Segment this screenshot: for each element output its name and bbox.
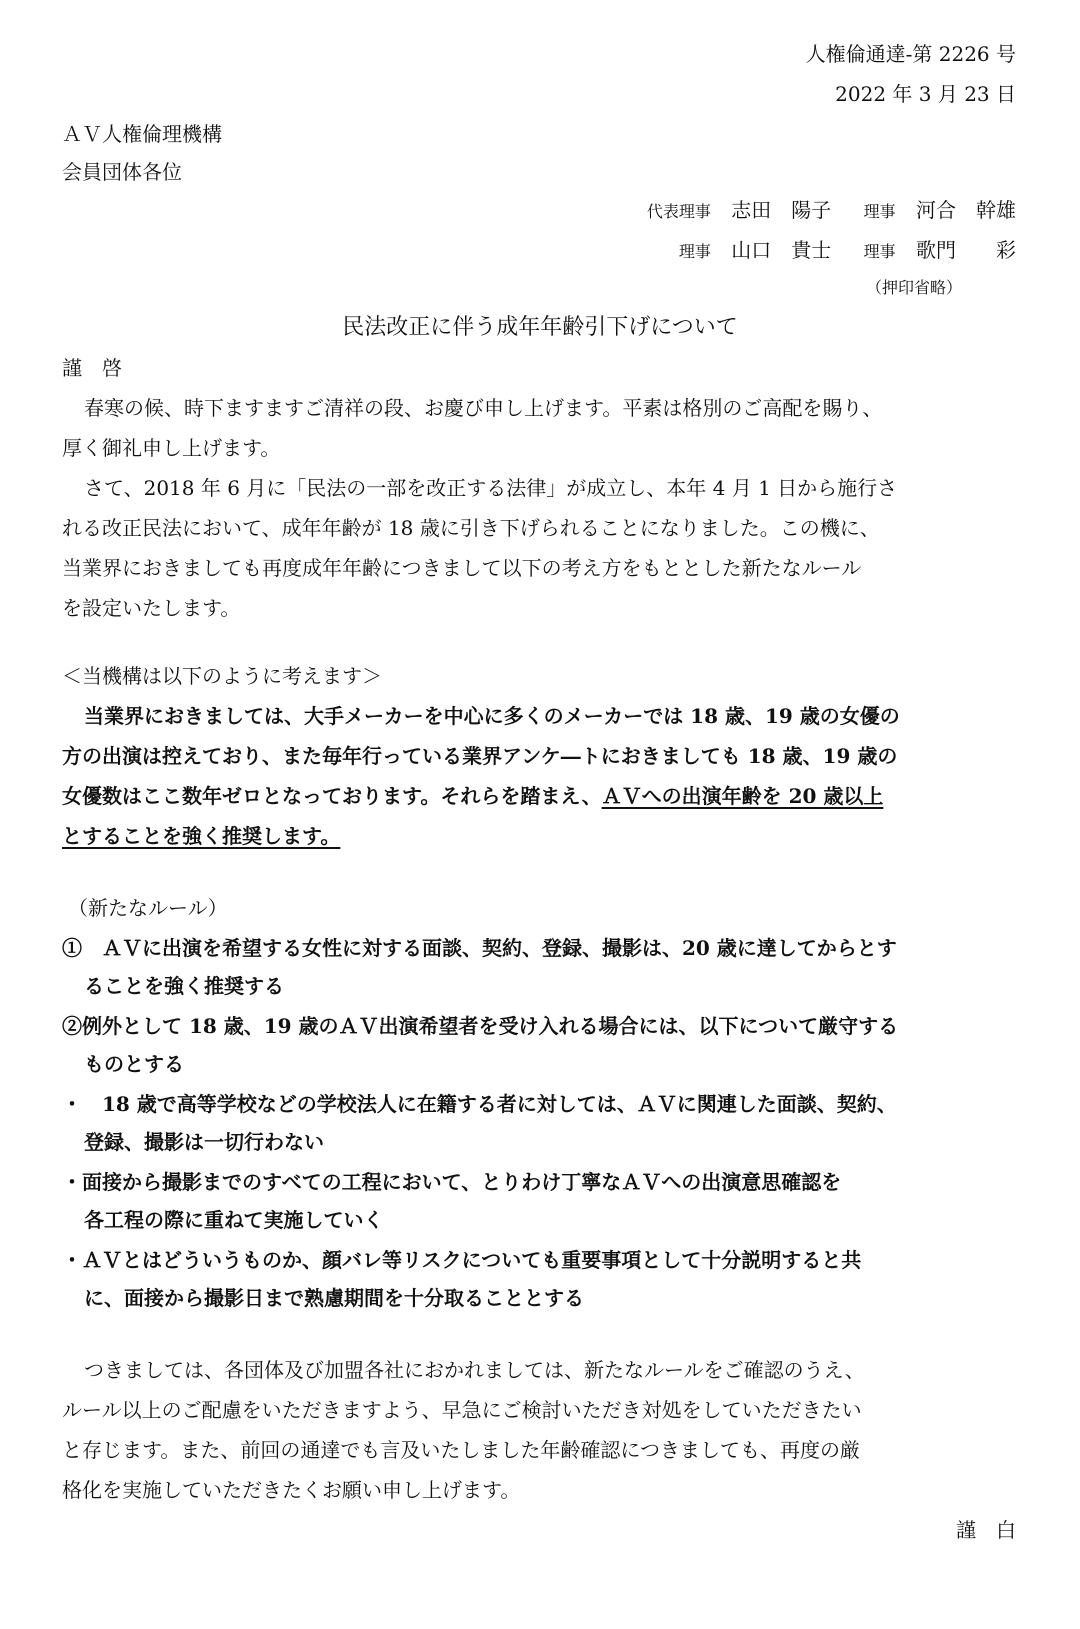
- policy-recommendation: とすることを強く推奨します。: [62, 824, 341, 848]
- paragraph-line: と存じます。また、前回の通達でも言及いたしました年齢確認につきましても、再度の厳: [62, 1438, 860, 1462]
- signatory-role: 理事: [678, 242, 711, 261]
- policy-text: 女優数はここ数年ゼロとなっております。それらを踏まえ、: [62, 784, 602, 808]
- policy-recommendation: ＡＶへの出演年齢を 20 歳以上: [601, 784, 884, 808]
- signatory-row-1: [647, 196, 1016, 226]
- policy-line: [62, 822, 1022, 850]
- rule-item: ・面接から撮影までのすべての工程において、とりわけ丁寧なＡＶへの出演意思確認を: [62, 1170, 842, 1194]
- rule-item: ・ 18 歳で高等学校などの学校法人に在籍する者に対しては、ＡＶに関連した面談、契約、: [62, 1092, 897, 1116]
- rule-item: ・ＡＶとはどういうものか、顔バレ等リスクについても重要事項として十分説明すると共: [62, 1248, 862, 1272]
- policy-line: 方の出演は控えており、また毎年行っている業界アンケ―トにおきましても 18 歳、19 歳の: [62, 744, 898, 768]
- paragraph-line: さて、2018 年 6 月に「民法の一部を改正する法律」が成立し、本年 4 月 1 日から施行さ: [84, 476, 898, 500]
- paragraph-line: 当業界におきましても再度成年年齢につきまして以下の考え方をもととした新たなルール: [62, 556, 862, 580]
- signatory-name: 山口 貴士: [731, 238, 832, 262]
- paragraph-line: つきましては、各団体及び加盟各社におかれましては、新たなルールをご確認のうえ、: [84, 1358, 865, 1382]
- recipient-organization: ＡＶ人権倫理機構: [62, 122, 222, 146]
- signatory-role: 理事: [863, 202, 896, 221]
- rules-heading: （新たなルール）: [68, 896, 228, 920]
- rule-item-continuation: に、面接から撮影日まで熟慮期間を十分取ることとする: [84, 1286, 584, 1310]
- rule-item: ②例外として 18 歳、19 歳のＡＶ出演希望者を受け入れる場合には、以下について厳守する: [62, 1014, 899, 1038]
- signatory-role: 理事: [863, 242, 896, 261]
- paragraph-line: れる改正民法において、成年年齢が 18 歳に引き下げられることになりました。この機に、: [62, 516, 880, 540]
- document-date: 2022 年 3 月 23 日: [835, 82, 1016, 106]
- signatory-name: 河合 幹雄: [916, 198, 1016, 222]
- paragraph-line: ルール以上のご配慮をいただきますよう、早急にご検討いただき対処をしていただきたい: [62, 1398, 862, 1422]
- rule-item-continuation: ものとする: [84, 1052, 184, 1076]
- policy-heading: ＜当機構は以下のように考えます＞: [62, 664, 382, 688]
- rule-item-continuation: 登録、撮影は一切行わない: [84, 1130, 324, 1154]
- rule-item: ① ＡＶに出演を希望する女性に対する面談、契約、登録、撮影は、20 歳に達してからとす: [62, 936, 897, 960]
- rule-item-continuation: ることを強く推奨する: [84, 974, 284, 998]
- signatory-name: 歌門 彩: [916, 238, 1016, 262]
- document-title: 民法改正に伴う成年年齢引下げについて: [342, 315, 738, 340]
- document-number: 人権倫通達-第 2226 号: [805, 42, 1016, 66]
- recipient-members: 会員団体各位: [62, 160, 182, 184]
- seal-note: （押印省略）: [865, 278, 962, 297]
- policy-line: 当業界におきましては、大手メーカーを中心に多くのメーカーでは 18 歳、19 歳の女優の: [84, 704, 900, 728]
- policy-line: [62, 782, 1022, 810]
- signatory-row-2: [679, 236, 1016, 266]
- signatory-name: 志田 陽子: [731, 198, 832, 222]
- closing-salutation: 謹 白: [956, 1518, 1016, 1542]
- opening-salutation: 謹 啓: [62, 356, 122, 380]
- signatory-role: 代表理事: [646, 202, 711, 221]
- paragraph-line: 格化を実施していただきたくお願い申し上げます。: [62, 1478, 521, 1502]
- rule-item-continuation: 各工程の際に重ねて実施していく: [84, 1208, 384, 1232]
- paragraph-line: 春寒の候、時下ますますご清祥の段、お慶び申し上げます。平素は格別のご高配を賜り、: [84, 396, 883, 420]
- paragraph-line: を設定いたします。: [62, 596, 241, 620]
- paragraph-line: 厚く御礼申し上げます。: [62, 436, 281, 460]
